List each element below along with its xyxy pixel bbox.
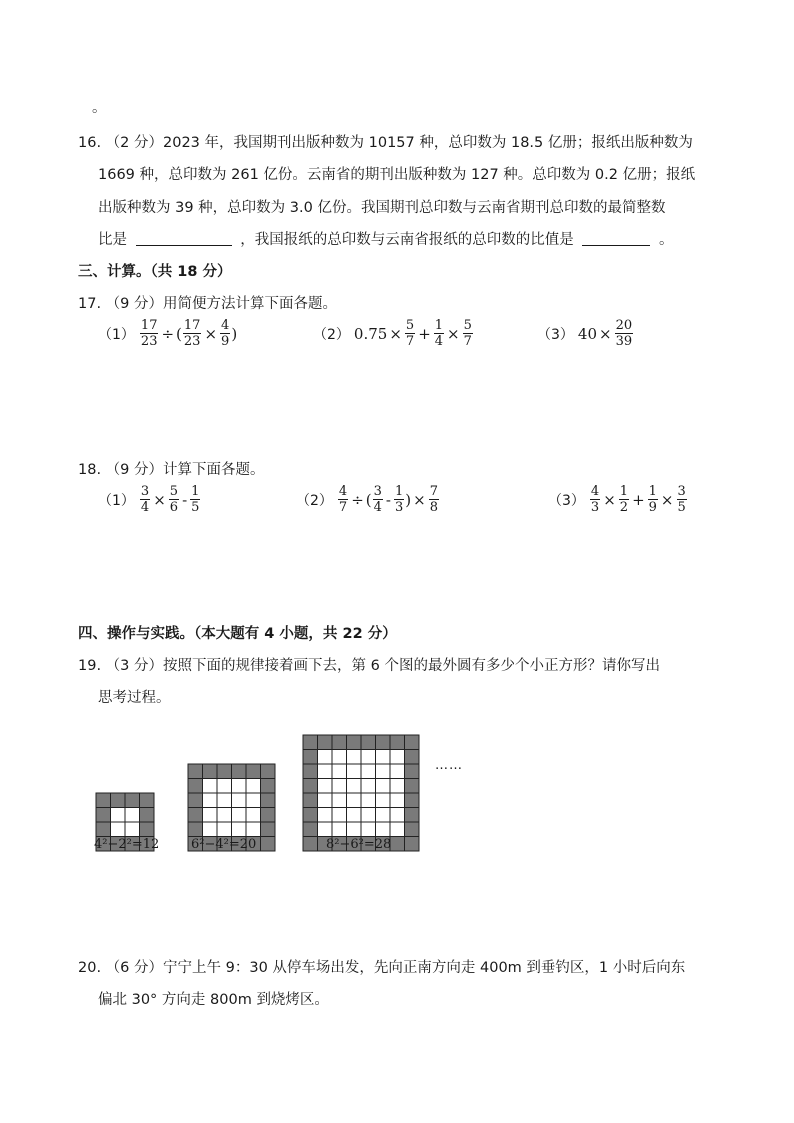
inner-square: [347, 793, 362, 808]
numerator: 7: [429, 484, 438, 499]
outer-square: [261, 808, 276, 823]
inner-square: [390, 808, 405, 823]
grid-group: [96, 735, 419, 851]
inner-square: [376, 750, 391, 765]
right-paren: ): [231, 324, 238, 343]
inner-square: [332, 822, 347, 837]
outer-square: [405, 779, 420, 794]
outer-square: [303, 764, 318, 779]
operator: ÷: [351, 490, 364, 509]
outer-square: [405, 735, 420, 750]
q17-title: 17. （9 分）用简便方法计算下面各题。: [78, 296, 338, 312]
inner-square: [246, 793, 261, 808]
outer-square: [188, 822, 203, 837]
outer-square: [140, 793, 155, 808]
answer-blank-1[interactable]: [136, 231, 232, 246]
operator: +: [418, 324, 431, 343]
q18-title: 18. （9 分）计算下面各题。: [78, 462, 265, 478]
outer-square: [303, 808, 318, 823]
numerator: 17: [183, 318, 201, 333]
outer-square: [203, 764, 218, 779]
denominator: 3: [590, 500, 600, 515]
top-mark: 。: [92, 100, 107, 116]
q17-problem-1: [98, 318, 237, 349]
inner-square: [347, 822, 362, 837]
numerator: 4: [221, 318, 230, 333]
inner-square: [390, 750, 405, 765]
inner-square: [125, 808, 140, 823]
numerator: 4: [338, 484, 348, 499]
outer-square: [111, 793, 126, 808]
fraction: [373, 484, 383, 515]
outer-square: [361, 735, 376, 750]
left-paren: (: [365, 490, 372, 509]
inner-square: [111, 822, 126, 837]
outer-square: [390, 735, 405, 750]
fraction: [338, 484, 348, 515]
inner-square: [318, 793, 333, 808]
inner-square: [376, 808, 391, 823]
denominator: 5: [191, 500, 200, 515]
q18-problem-2: [296, 484, 440, 515]
inner-square: [390, 793, 405, 808]
inner-square: [111, 808, 126, 823]
outer-square: [405, 808, 420, 823]
outer-square: [96, 793, 111, 808]
denominator: 2: [619, 500, 629, 515]
outer-square: [261, 837, 276, 852]
outer-square: [96, 822, 111, 837]
q20-line-1: 20. （6 分）宁宁上午 9：30 从停车场出发，先向正南方向走 400m 到垂钓区，1 小时后向东: [78, 960, 686, 976]
inner-square: [246, 822, 261, 837]
operator: ÷: [161, 324, 175, 343]
inner-square: [318, 750, 333, 765]
outer-square: [303, 735, 318, 750]
operator: ×: [204, 324, 218, 343]
inner-square: [390, 779, 405, 794]
denominator: 7: [338, 500, 348, 515]
inner-square: [332, 764, 347, 779]
inner-square: [318, 764, 333, 779]
figure-caption-1: 4²−2²=12: [94, 837, 160, 852]
answer-blank-2[interactable]: [582, 231, 650, 246]
inner-square: [318, 822, 333, 837]
outer-square: [405, 793, 420, 808]
inner-square: [390, 822, 405, 837]
denominator: 8: [429, 500, 438, 515]
inner-square: [361, 793, 376, 808]
inner-square: [217, 822, 232, 837]
outer-square: [246, 764, 261, 779]
q16-line-4-part-b: ，我国报纸的总印数与云南省报纸的总印数的比值是: [240, 232, 574, 248]
inner-square: [217, 779, 232, 794]
q16-line-3: 出版种数为 39 种，总印数为 3.0 亿份。我国期刊总印数与云南省期刊总印数的最简整数: [98, 200, 666, 216]
outer-square: [405, 822, 420, 837]
outer-square: [188, 808, 203, 823]
outer-square: [405, 750, 420, 765]
number: 0.75: [353, 324, 388, 343]
inner-square: [203, 808, 218, 823]
outer-square: [261, 779, 276, 794]
denominator: 7: [463, 334, 472, 349]
q16-line-1: 16. （2 分）2023 年，我国期刊出版种数为 10157 种，总印数为 18.5 亿册；报纸出版种数为: [78, 135, 693, 151]
fraction: [615, 318, 634, 349]
right-paren: ): [405, 490, 412, 509]
denominator: 23: [140, 334, 158, 349]
outer-square: [96, 808, 111, 823]
inner-square: [361, 764, 376, 779]
problem-label: （2）: [313, 326, 350, 343]
denominator: 4: [373, 500, 382, 515]
q18-problem-1: [98, 484, 201, 515]
inner-square: [361, 779, 376, 794]
inner-square: [318, 779, 333, 794]
problem-label: （3）: [548, 492, 585, 509]
inner-square: [332, 793, 347, 808]
denominator: 5: [677, 500, 686, 515]
q17-problem-3: [537, 318, 634, 349]
denominator: 7: [405, 334, 415, 349]
section-4-heading: 四、操作与实践。（本大题有 4 小题，共 22 分）: [78, 626, 397, 642]
inner-square: [232, 779, 247, 794]
problem-label: （1）: [98, 326, 135, 343]
inner-square: [203, 822, 218, 837]
square-pattern-figure: [90, 705, 470, 855]
operator: -: [182, 490, 188, 509]
fraction: [169, 484, 179, 515]
outer-square: [217, 764, 232, 779]
fraction: [677, 484, 687, 515]
outer-square: [347, 735, 362, 750]
inner-square: [203, 793, 218, 808]
operator: +: [632, 490, 645, 509]
outer-square: [405, 764, 420, 779]
numerator: 3: [373, 484, 382, 499]
inner-square: [376, 822, 391, 837]
number: 40: [577, 324, 598, 343]
inner-square: [246, 779, 261, 794]
numerator: 1: [434, 318, 444, 333]
q19-line-2: 思考过程。: [98, 690, 171, 706]
outer-square: [140, 808, 155, 823]
q16-line-2: 1669 种，总印数为 261 亿份。云南省的期刊出版种数为 127 种。总印数为 0.2 亿册；报纸: [98, 167, 696, 183]
q16-line-4: [98, 228, 673, 249]
q16-line-4-part-a: 比是: [98, 232, 127, 248]
inner-square: [390, 764, 405, 779]
denominator: 6: [169, 500, 179, 515]
fraction: [429, 484, 439, 515]
problem-label: （3）: [537, 326, 574, 343]
numerator: 1: [648, 484, 657, 499]
numerator: 17: [140, 318, 158, 333]
fraction: [463, 318, 473, 349]
outer-square: [303, 750, 318, 765]
denominator: 4: [434, 334, 444, 349]
operator: ×: [660, 490, 674, 509]
fraction: [394, 484, 404, 515]
inner-square: [232, 822, 247, 837]
numerator: 1: [619, 484, 629, 499]
fraction: [434, 318, 444, 349]
inner-square: [246, 808, 261, 823]
outer-square: [390, 837, 405, 852]
numerator: 5: [169, 484, 179, 499]
denominator: 9: [648, 500, 657, 515]
outer-square: [303, 779, 318, 794]
figure-caption-3: 8²−6²=28: [326, 837, 392, 852]
outer-square: [140, 822, 155, 837]
numerator: 20: [615, 318, 633, 333]
q16-line-4-part-c: 。: [658, 232, 674, 248]
inner-square: [232, 808, 247, 823]
inner-square: [203, 779, 218, 794]
left-paren: (: [176, 324, 182, 343]
fraction: [619, 484, 629, 515]
problem-label: （1）: [98, 492, 135, 509]
outer-square: [188, 793, 203, 808]
fraction: [190, 484, 200, 515]
outer-square: [188, 779, 203, 794]
operator: ×: [413, 490, 426, 509]
operator: ×: [603, 490, 616, 509]
numerator: 1: [395, 484, 404, 499]
inner-square: [347, 779, 362, 794]
outer-square: [261, 764, 276, 779]
outer-square: [261, 822, 276, 837]
operator: ×: [599, 324, 612, 343]
numerator: 3: [677, 484, 686, 499]
fraction: [140, 318, 159, 349]
square-grid-3: [303, 735, 419, 851]
outer-square: [303, 837, 318, 852]
inner-square: [232, 793, 247, 808]
inner-square: [347, 750, 362, 765]
q17-problem-2: [313, 318, 474, 349]
outer-square: [405, 837, 420, 852]
outer-square: [261, 793, 276, 808]
inner-square: [376, 793, 391, 808]
inner-square: [361, 750, 376, 765]
inner-square: [332, 808, 347, 823]
inner-square: [125, 822, 140, 837]
numerator: 5: [405, 318, 415, 333]
denominator: 39: [615, 334, 633, 349]
outer-square: [303, 793, 318, 808]
numerator: 5: [463, 318, 472, 333]
inner-square: [376, 764, 391, 779]
operator: ×: [389, 324, 402, 343]
figure-caption-2: 6²−4²=20: [191, 837, 257, 852]
q20-line-2: 偏北 30° 方向走 800m 到烧烤区。: [98, 992, 329, 1008]
inner-square: [361, 808, 376, 823]
denominator: 3: [395, 500, 404, 515]
inner-square: [332, 750, 347, 765]
numerator: 4: [590, 484, 600, 499]
operator: ×: [153, 490, 166, 509]
q19-line-1: 19. （3 分）按照下面的规律接着画下去，第 6 个图的最外圆有多少个小正方形？请你写出: [78, 658, 660, 674]
outer-square: [318, 735, 333, 750]
inner-square: [347, 764, 362, 779]
denominator: 23: [183, 334, 201, 349]
inner-square: [347, 808, 362, 823]
outer-square: [232, 764, 247, 779]
fraction: [140, 484, 150, 515]
fraction: [183, 318, 202, 349]
fraction: [405, 318, 415, 349]
fraction: [648, 484, 658, 515]
problem-label: （2）: [296, 492, 333, 509]
q18-problem-3: [548, 484, 688, 515]
inner-square: [361, 822, 376, 837]
fraction: [220, 318, 230, 349]
ellipsis: ……: [435, 758, 463, 773]
denominator: 4: [140, 500, 150, 515]
operator: -: [385, 490, 391, 509]
outer-square: [125, 793, 140, 808]
outer-square: [332, 735, 347, 750]
outer-square: [188, 764, 203, 779]
inner-square: [376, 779, 391, 794]
fraction: [590, 484, 600, 515]
numerator: 1: [191, 484, 200, 499]
denominator: 9: [221, 334, 230, 349]
inner-square: [332, 779, 347, 794]
operator: ×: [447, 324, 460, 343]
inner-square: [217, 808, 232, 823]
outer-square: [303, 822, 318, 837]
outer-square: [376, 735, 391, 750]
inner-square: [217, 793, 232, 808]
section-3-heading: 三、计算。（共 18 分）: [78, 264, 232, 280]
inner-square: [318, 808, 333, 823]
numerator: 3: [140, 484, 150, 499]
